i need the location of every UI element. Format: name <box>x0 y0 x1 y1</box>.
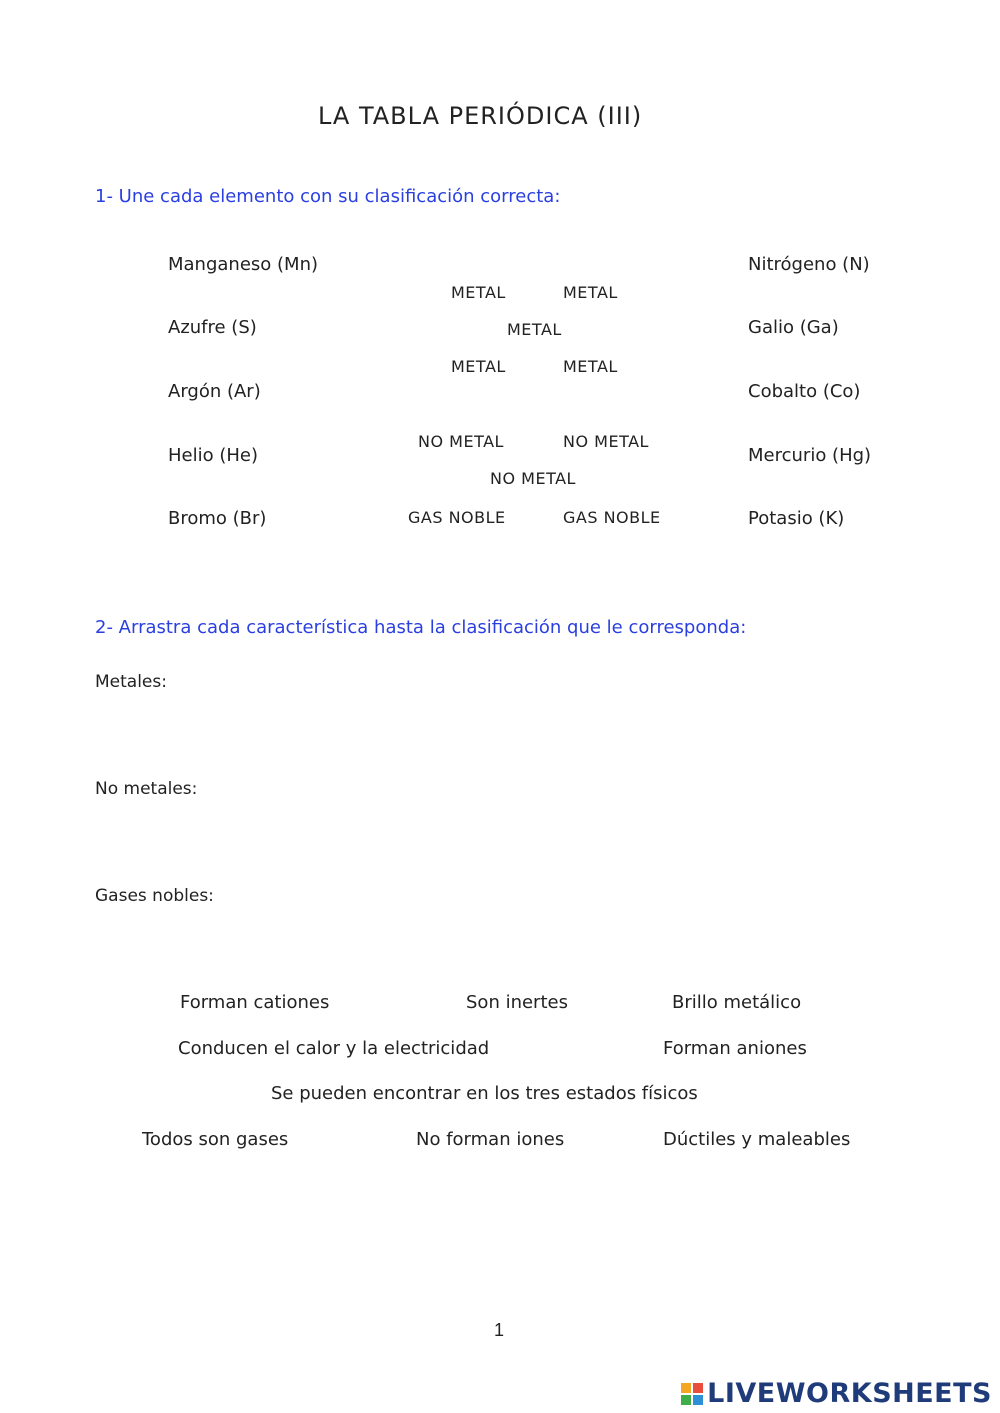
characteristic-chip[interactable]: Forman cationes <box>180 992 330 1013</box>
characteristic-chip[interactable]: Conducen el calor y la electricidad <box>178 1038 490 1059</box>
question-2-prompt: 2- Arrastra cada característica hasta la clasificación que le corresponda: <box>95 617 747 638</box>
element-cobalto: Cobalto (Co) <box>748 381 861 402</box>
question-1-prompt: 1- Une cada elemento con su clasificación correcta: <box>95 186 561 207</box>
logo-square <box>693 1395 703 1405</box>
tag-metal[interactable]: METAL <box>563 357 618 376</box>
element-nitrogeno: Nitrógeno (N) <box>748 254 870 275</box>
characteristic-chip[interactable]: Se pueden encontrar en los tres estados físicos <box>271 1083 698 1104</box>
category-label-metales: Metales: <box>95 672 167 692</box>
characteristic-chip[interactable]: Dúctiles y maleables <box>663 1129 851 1150</box>
category-label-gases-nobles: Gases nobles: <box>95 886 214 906</box>
characteristic-chip[interactable]: Forman aniones <box>663 1038 807 1059</box>
drop-zone-metales[interactable] <box>95 698 905 758</box>
element-galio: Galio (Ga) <box>748 317 839 338</box>
tag-gas-noble[interactable]: GAS NOBLE <box>563 508 661 527</box>
element-helio: Helio (He) <box>168 445 258 466</box>
element-mercurio: Mercurio (Hg) <box>748 445 872 466</box>
page-title: LA TABLA PERIÓDICA (III) <box>318 102 643 130</box>
drop-zone-gases-nobles[interactable] <box>95 912 905 972</box>
tag-metal[interactable]: METAL <box>563 283 618 302</box>
tag-gas-noble[interactable]: GAS NOBLE <box>408 508 506 527</box>
element-azufre: Azufre (S) <box>168 317 257 338</box>
characteristic-chip[interactable]: Brillo metálico <box>672 992 802 1013</box>
element-manganeso: Manganeso (Mn) <box>168 254 319 275</box>
page-number: 1 <box>494 1320 505 1340</box>
category-label-no-metales: No metales: <box>95 779 198 799</box>
tag-metal[interactable]: METAL <box>451 357 506 376</box>
drop-zone-no-metales[interactable] <box>95 805 905 865</box>
element-argon: Argón (Ar) <box>168 381 261 402</box>
logo-square <box>681 1395 691 1405</box>
tag-metal[interactable]: METAL <box>451 283 506 302</box>
logo-square <box>681 1383 691 1393</box>
tag-no-metal[interactable]: NO METAL <box>490 469 576 488</box>
characteristic-chip[interactable]: No forman iones <box>416 1129 565 1150</box>
logo-square <box>693 1383 703 1393</box>
liveworksheets-logo <box>681 1378 992 1409</box>
liveworksheets-logo-mark <box>681 1383 703 1405</box>
element-potasio: Potasio (K) <box>748 508 845 529</box>
characteristic-chip[interactable]: Todos son gases <box>142 1129 289 1150</box>
tag-no-metal[interactable]: NO METAL <box>418 432 504 451</box>
element-bromo: Bromo (Br) <box>168 508 267 529</box>
liveworksheets-logo-text: LIVEWORKSHEETS <box>707 1378 992 1409</box>
tag-metal[interactable]: METAL <box>507 320 562 339</box>
tag-no-metal[interactable]: NO METAL <box>563 432 649 451</box>
characteristic-chip[interactable]: Son inertes <box>466 992 568 1013</box>
